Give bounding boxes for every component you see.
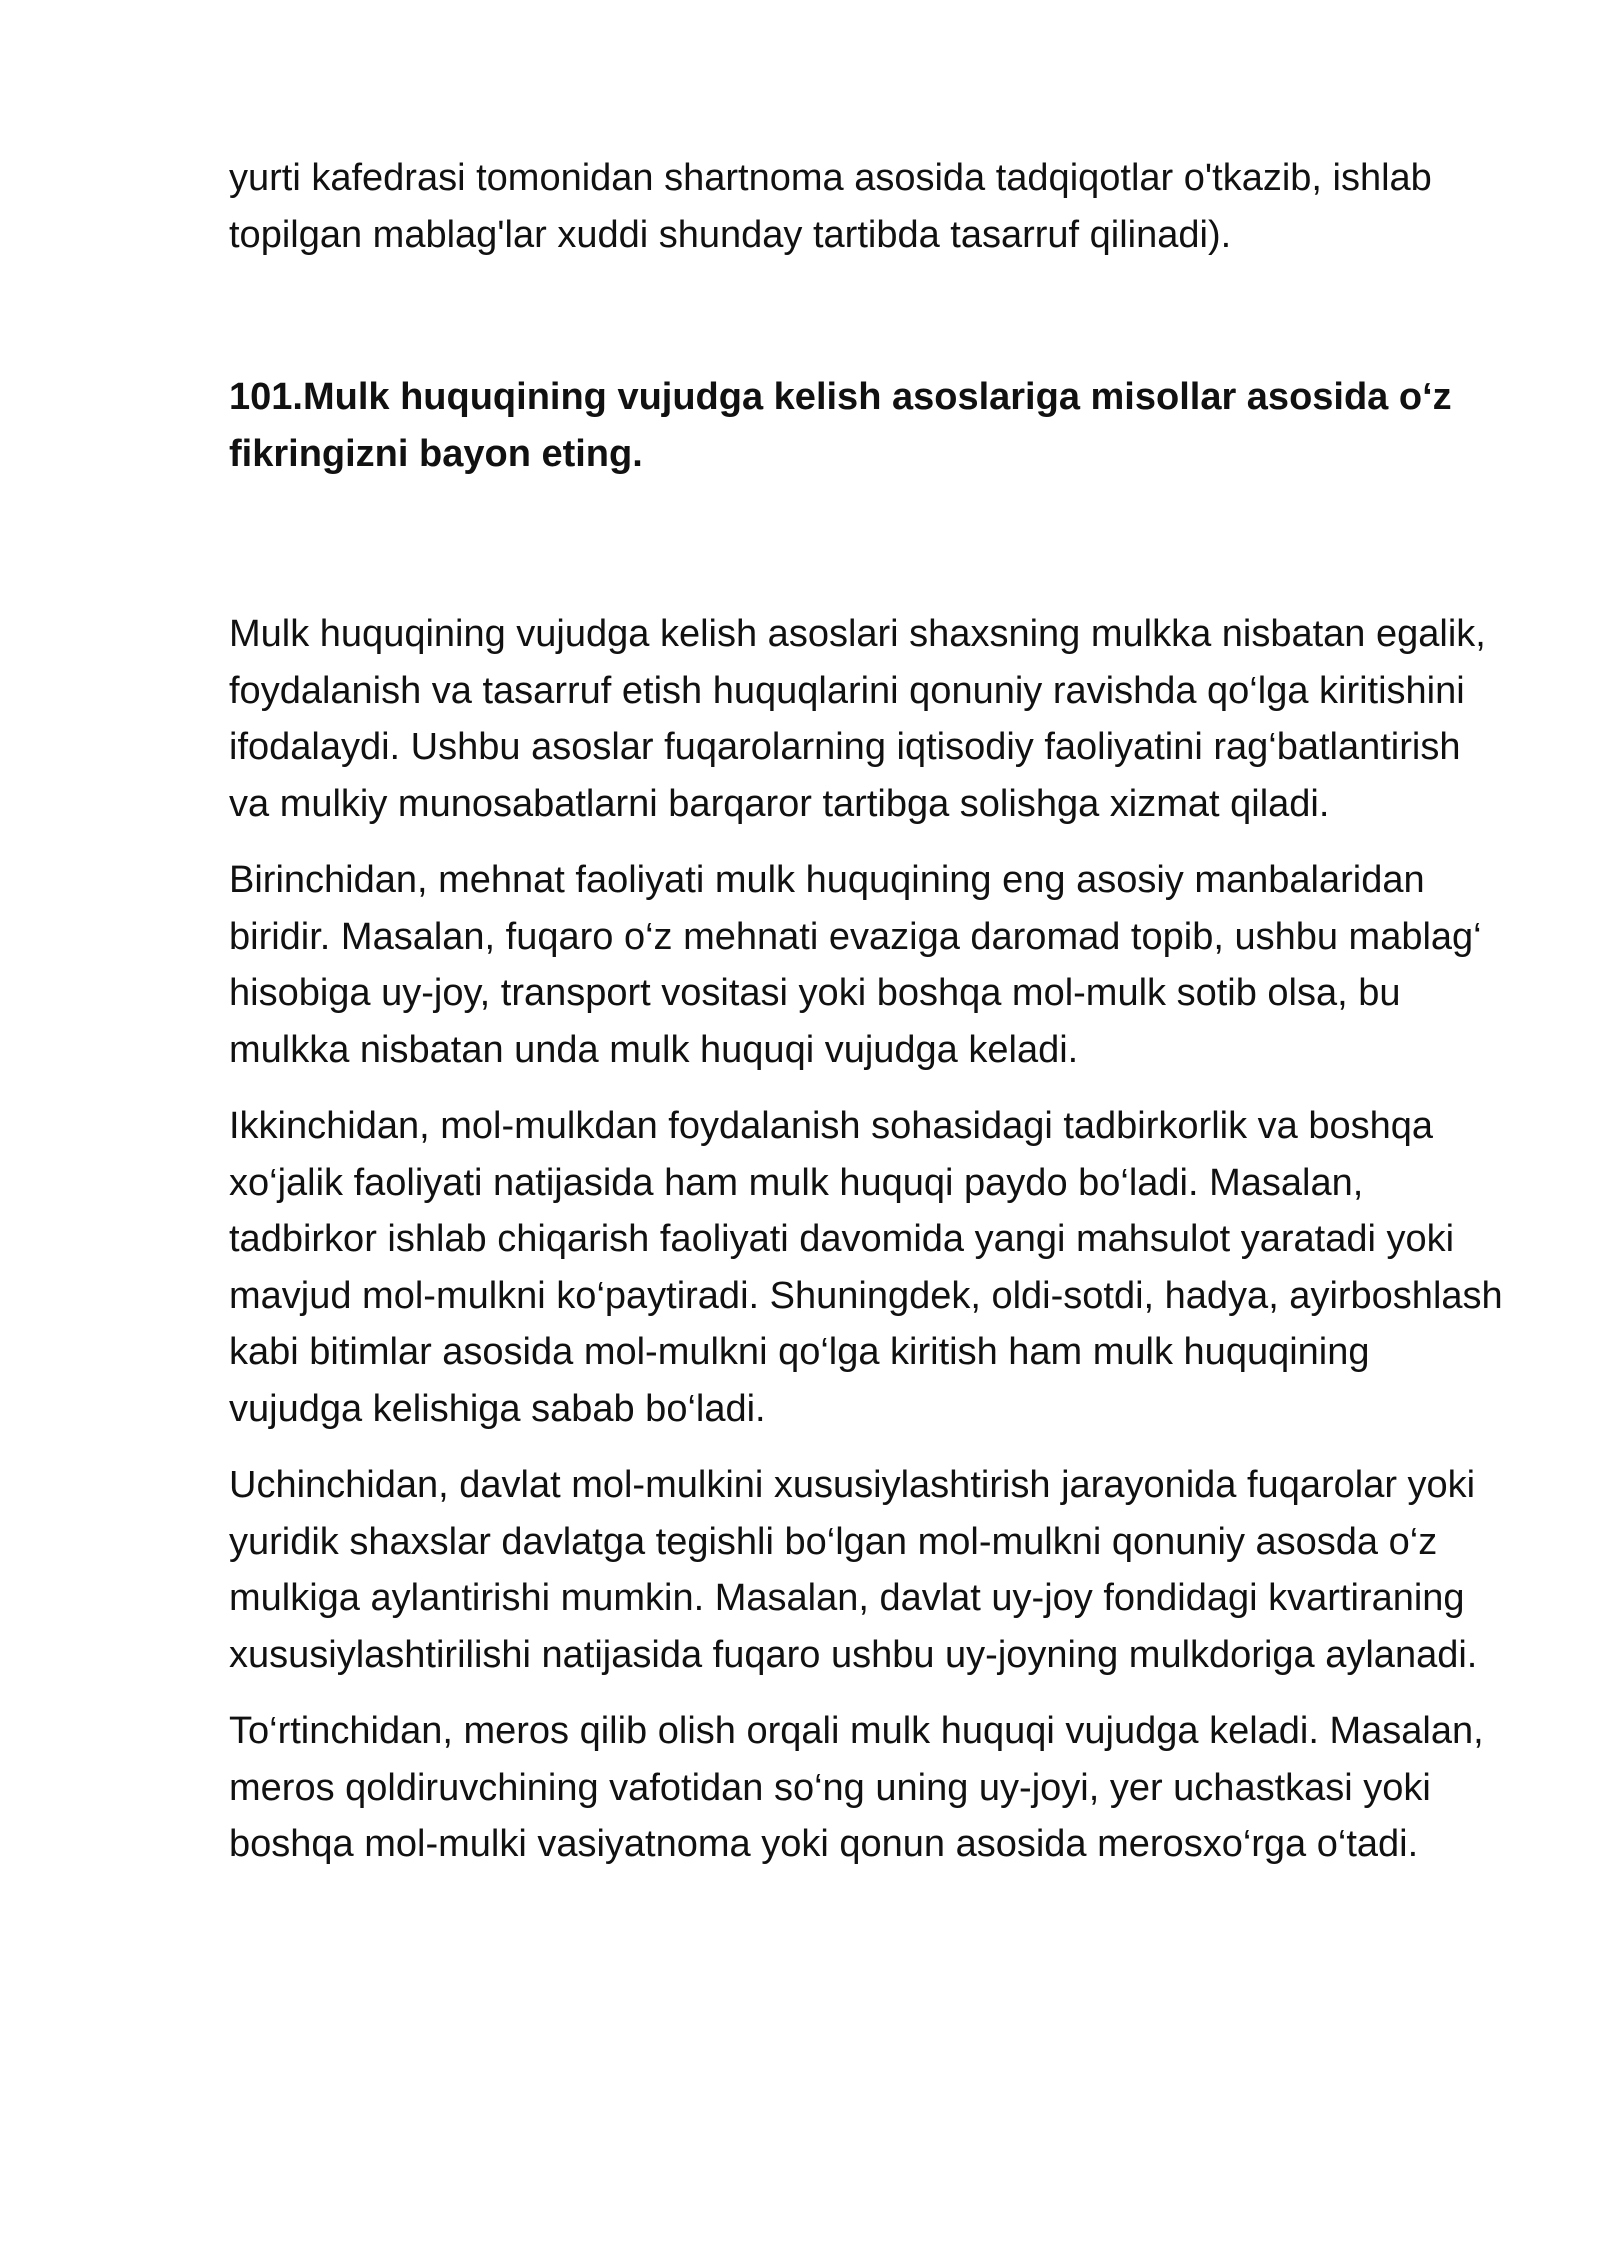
question-heading: 101.Mulk huquqining vujudga kelish asoslariga misollar asosida o‘z fikringizni bayon eting. — [229, 376, 1452, 475]
paragraph-first: Birinchidan, mehnat faoliyati mulk huquqining eng asosiy manbalaridan biridir. Masalan, fuqaro o‘z mehnati evaziga daromad topib, ushbu mablag‘ hisobiga uy-joy, transport vositasi yoki boshqa mol-mulk sotib olsa, bu mulkka nisbatan unda mulk huquqi vujudga keladi. — [229, 859, 1482, 1071]
document-body — [229, 150, 1509, 1893]
intro-paragraph: yurti kafedrasi tomonidan shartnoma asosida tadqiqotlar o'tkazib, ishlab topilgan mablag'lar xuddi shunday tartibda tasarruf qilinadi). — [229, 157, 1432, 256]
paragraph-second: Ikkinchidan, mol-mulkdan foydalanish sohasidagi tadbirkorlik va boshqa xo‘jalik faoliyati natijasida ham mulk huquqi paydo bo‘ladi. Masalan, tadbirkor ishlab chiqarish faoliyati davomida yangi mahsulot yaratadi yoki mavjud mol-mulkni ko‘paytiradi. Shuningdek, oldi-sotdi, hadya, ayirboshlash kabi bitimlar asosida mol-mulkni qo‘lga kiritish ham mulk huquqining vujudga kelishiga sabab bo‘ladi. — [229, 1105, 1503, 1430]
paragraph-fourth: To‘rtinchidan, meros qilib olish orqali mulk huquqi vujudga keladi. Masalan, meros qoldiruvchining vafotidan so‘ng uning uy-joyi, yer uchastkasi yoki boshqa mol-mulki vasiyatnoma yoki qonun asosida merosxo‘rga o‘tadi. — [229, 1710, 1484, 1865]
paragraph-overview: Mulk huquqining vujudga kelish asoslari shaxsning mulkka nisbatan egalik, foydalanish va tasarruf etish huquqlarini qonuniy ravishda qo‘lga kiritishini ifodalaydi. Ushbu asoslar fuqarolarning iqtisodiy faoliyatini rag‘batlantirish va mulkiy munosabatlarni barqaror tartibga solishga xizmat qiladi. — [229, 613, 1486, 825]
paragraph-third: Uchinchidan, davlat mol-mulkini xususiylashtirish jarayonida fuqarolar yoki yuridik shaxslar davlatga tegishli bo‘lgan mol-mulkni qonuniy asosda o‘z mulkiga aylantirishi mumkin. Masalan, davlat uy-joy fondidagi kvartiraning xususiylashtirilishi natijasida fuqaro ushbu uy-joyning mulkdoriga aylanadi. — [229, 1464, 1478, 1676]
